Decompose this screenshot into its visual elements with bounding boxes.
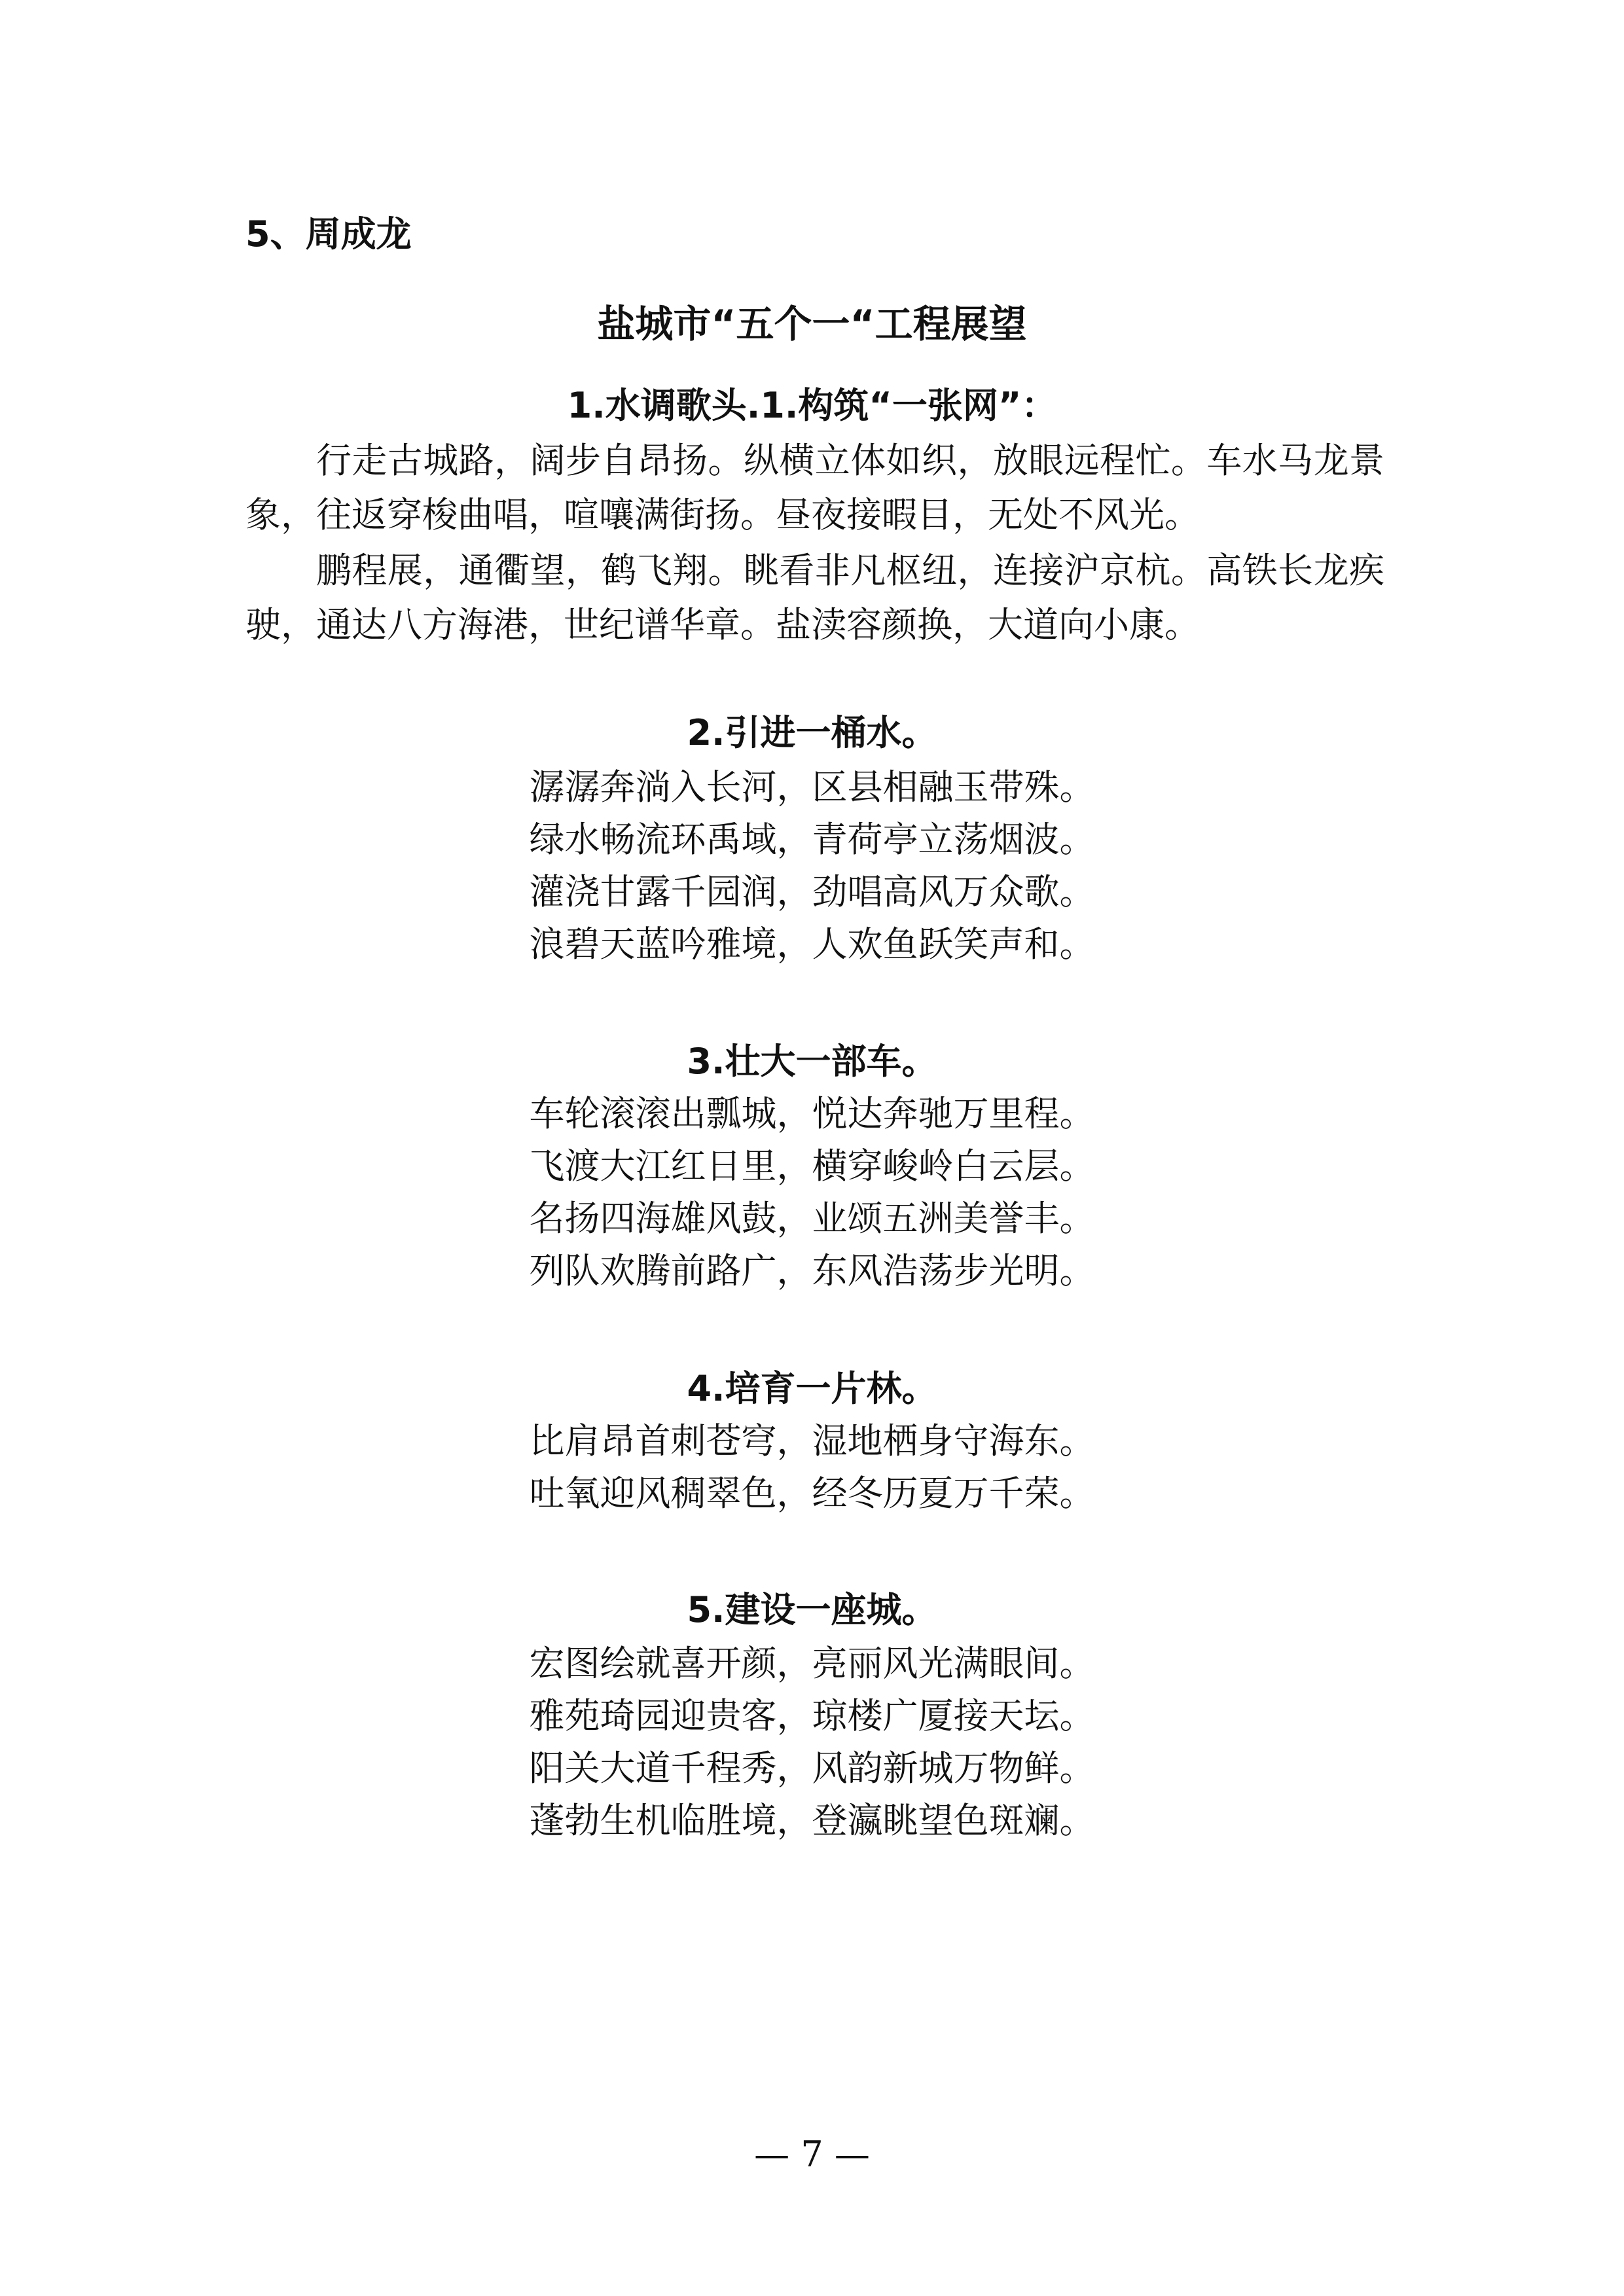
section-4-poem bbox=[0, 1415, 1624, 1520]
section-3-heading: 3.壮大一部车。 bbox=[687, 1041, 937, 1082]
poem-line: 潺潺奔淌入长河，区县相融玉带殊。 bbox=[529, 766, 1095, 808]
poem-line: 宏图绘就喜开颜，亮丽风光满眼间。 bbox=[529, 1643, 1095, 1684]
section-1-heading: 1.水调歌头.1.构筑“一张网”： bbox=[567, 385, 1057, 426]
author-heading: 5、周成龙 bbox=[245, 213, 412, 255]
section-1-paragraph-1: 行走古城路，阔步自昂扬。纵横立体如织，放眼远程忙。车水马龙景象，往返穿梭曲唱，喧嚷满街扬。昼夜接暇目，无处不风光。 bbox=[245, 440, 1384, 535]
poem-line: 飞渡大江红日里，横穿峻岭白云层。 bbox=[529, 1145, 1095, 1187]
poem-line: 列队欢腾前路广，东风浩荡步光明。 bbox=[529, 1250, 1095, 1291]
section-3-poem bbox=[0, 1088, 1624, 1297]
poem-line: 浪碧天蓝吟雅境，人欢鱼跃笑声和。 bbox=[529, 924, 1095, 965]
poem-line: 灌浇甘露千园润，劲唱高风万众歌。 bbox=[529, 871, 1095, 912]
document-title: 盐城市“五个一“工程展望 bbox=[597, 302, 1027, 346]
section-2-poem bbox=[0, 761, 1624, 971]
poem-line: 蓬勃生机临胜境，登瀛眺望色斑斓。 bbox=[529, 1800, 1095, 1841]
section-4-heading: 4.培育一片林。 bbox=[687, 1368, 937, 1409]
page-number: — 7 — bbox=[754, 2134, 870, 2175]
poem-line: 车轮滚滚出瓢城，悦达奔驰万里程。 bbox=[529, 1093, 1095, 1134]
section-5-poem bbox=[0, 1638, 1624, 1847]
section-5-heading: 5.建设一座城。 bbox=[687, 1589, 937, 1630]
poem-line: 名扬四海雄风鼓，业颂五洲美誉丰。 bbox=[529, 1198, 1095, 1239]
poem-line: 绿水畅流环禹域，青荷亭立荡烟波。 bbox=[529, 819, 1095, 860]
section-2-heading: 2.引进一桶水。 bbox=[687, 712, 937, 753]
poem-line: 比肩昂首刺苍穹，湿地栖身守海东。 bbox=[529, 1420, 1095, 1462]
poem-line: 阳关大道千程秀，风韵新城万物鲜。 bbox=[529, 1748, 1095, 1789]
poem-line: 吐氧迎风稠翠色，经冬历夏万千荣。 bbox=[529, 1473, 1095, 1514]
poem-line: 雅苑琦园迎贵客，琼楼广厦接天坛。 bbox=[529, 1695, 1095, 1736]
section-1-paragraph-2: 鹏程展，通衢望，鹤飞翔。眺看非凡枢纽，连接沪京杭。高铁长龙疾驶，通达八方海港，世纪谱华章。盐渎容颜换，大道向小康。 bbox=[245, 550, 1384, 645]
